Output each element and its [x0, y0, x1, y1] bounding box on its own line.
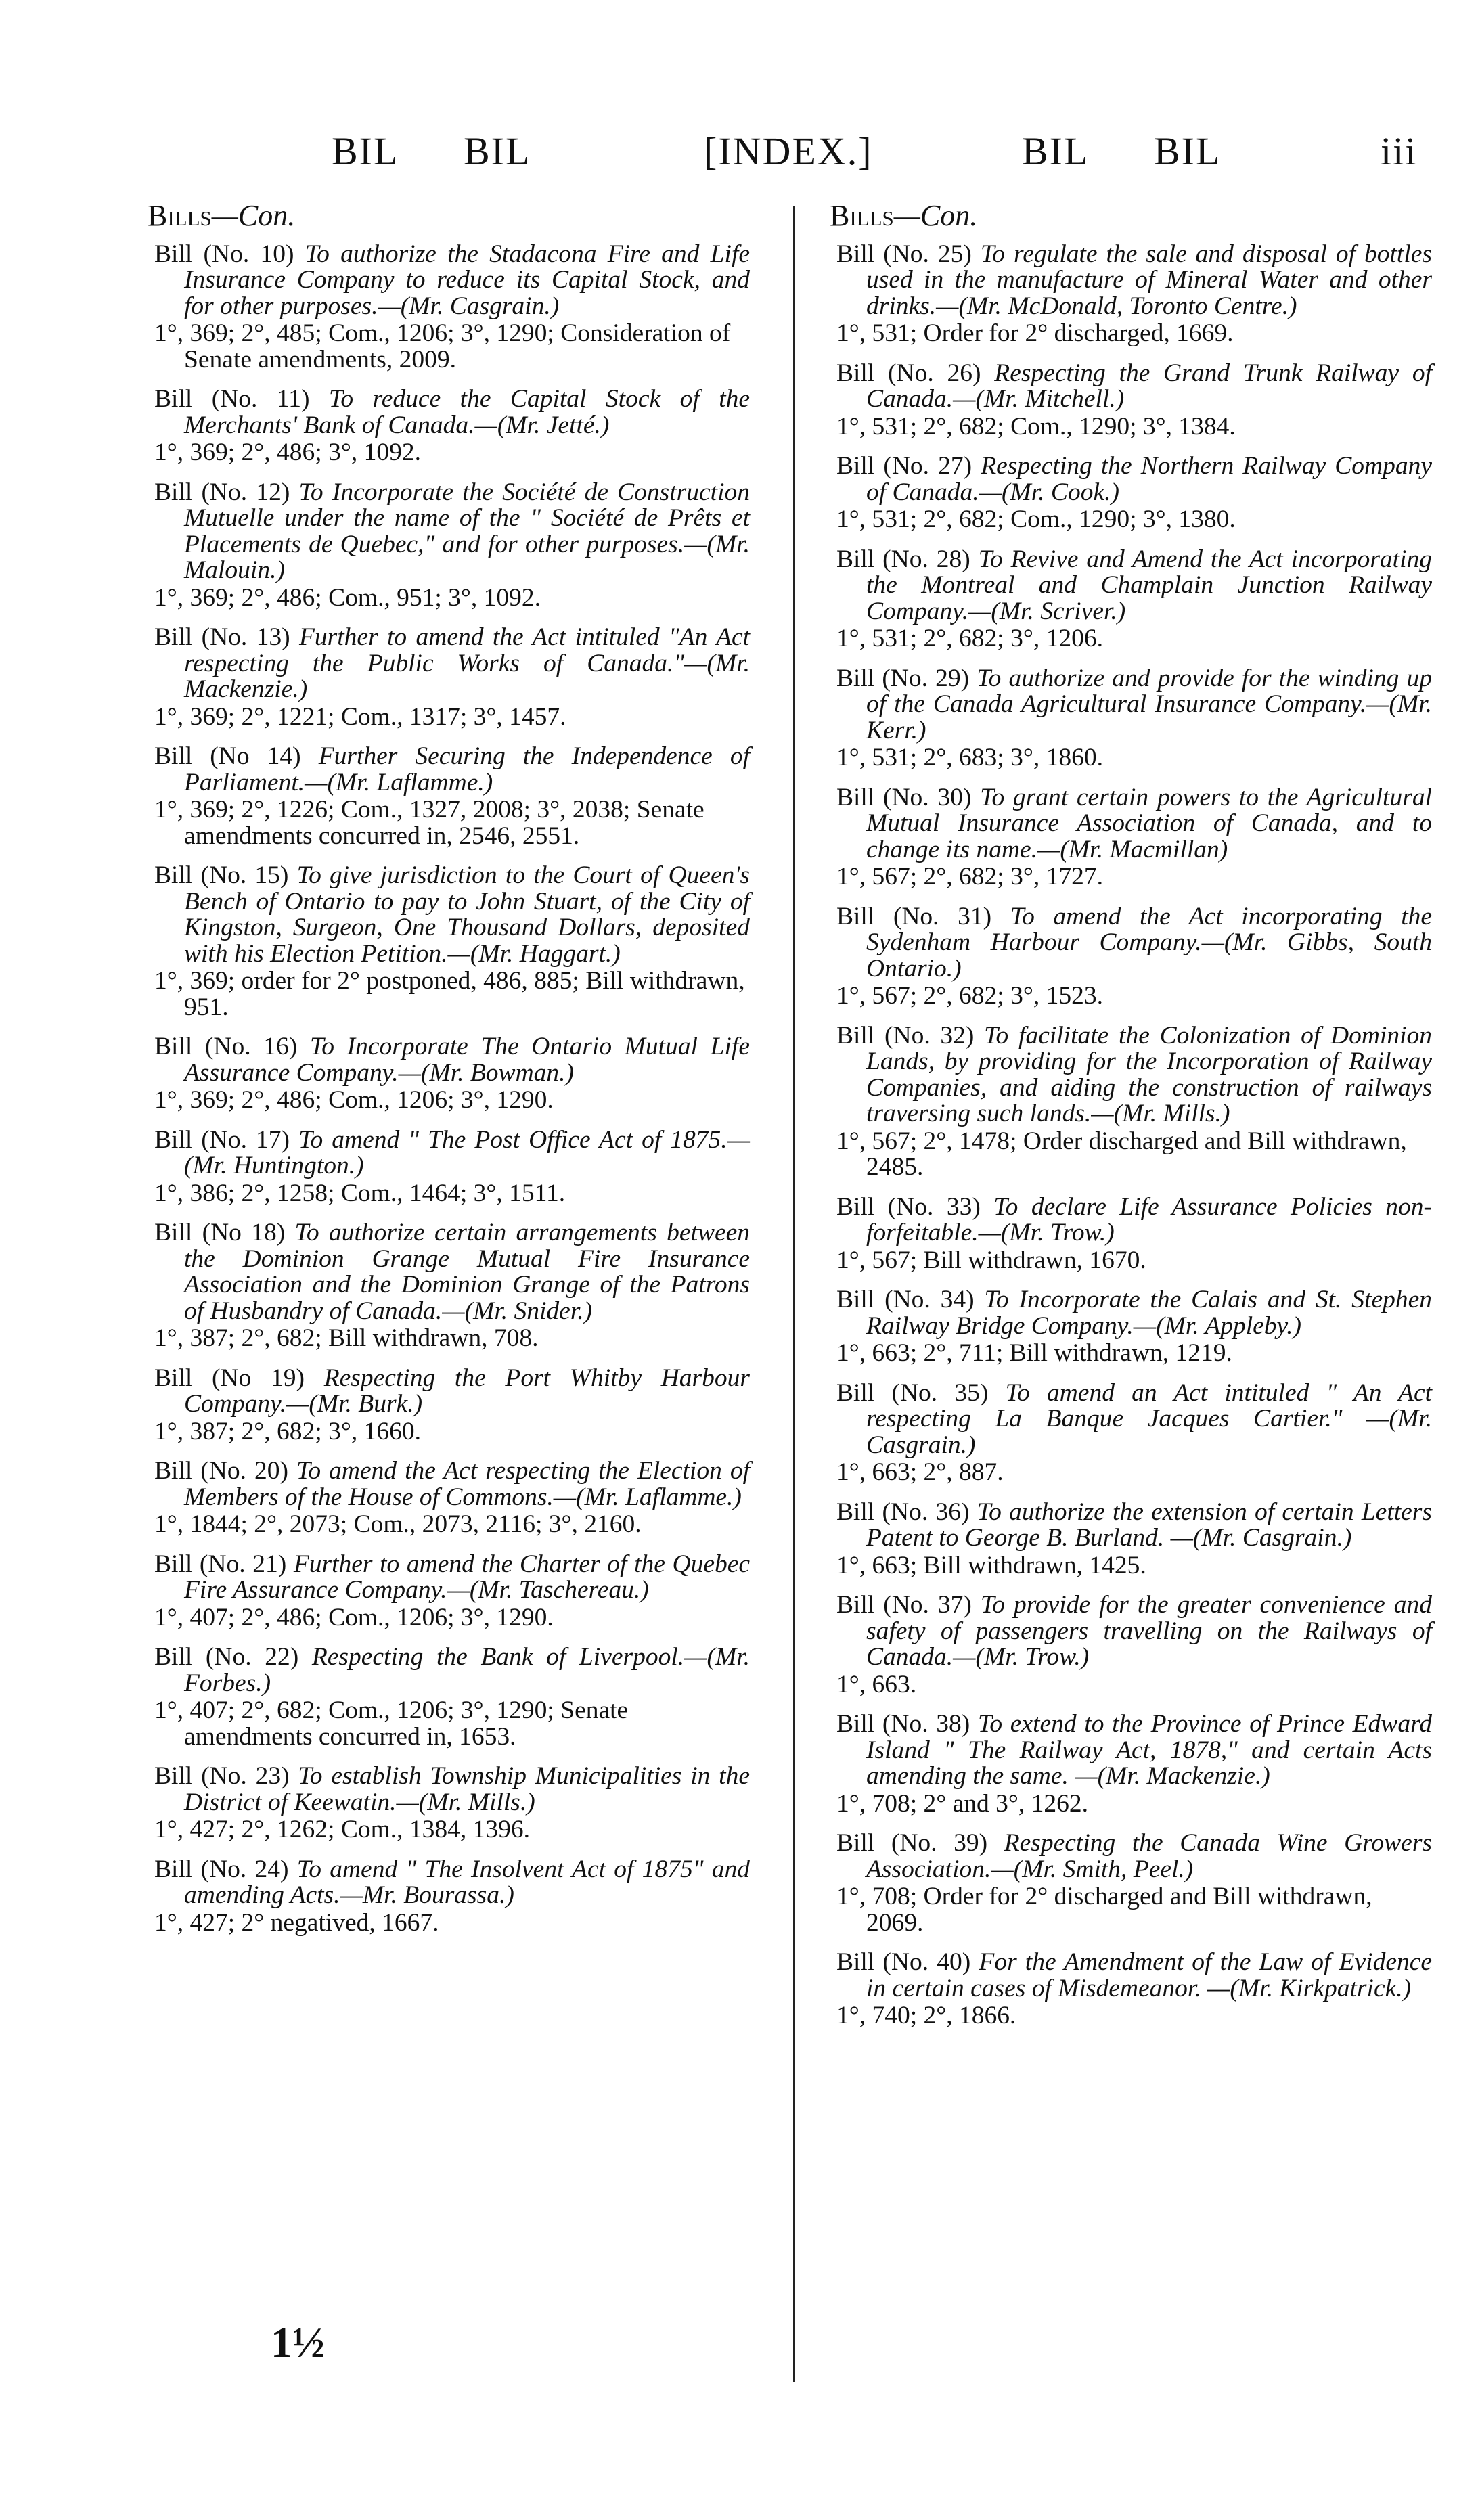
bill-heading	[836, 1380, 1432, 1459]
bill-title: For the Amendment of the Law of Evidence in certain cases of Misdemeanor. —(Mr. Kirkpatrick.)	[866, 1948, 1433, 2002]
bill-title: To authorize certain arrangements between the Dominion Grange Mutual Fire Insurance Association and the Dominion Grange of the Patrons of Husbandry of Canada.—(Mr. Snider.)	[184, 1219, 750, 1325]
column-heading	[148, 199, 750, 232]
bill-entry	[836, 1500, 1432, 1579]
bill-title: To regulate the sale and disposal of bottles used in the manufacture of Mineral Water and other drinks.—(Mr. McDonald, Toronto Centre.)	[866, 240, 1433, 320]
bill-heading	[154, 625, 750, 703]
bill-title: To give jurisdiction to the Court of Queen's Bench of Ontario to pay to John Stuart, of the City of Kingston, Surgeon, One Thousand Dollars, deposited with his Election Petition.—(Mr. Haggart.)	[184, 861, 750, 968]
bill-entry	[154, 1644, 750, 1750]
bill-title: To authorize and provide for the winding up of the Canada Agricultural Insurance Company.—(Mr. Kerr.)	[866, 664, 1433, 744]
bill-references: 1°, 386; 2°, 1258; Com., 1464; 3°, 1511.	[154, 1179, 566, 1207]
bill-entry	[836, 1023, 1432, 1181]
bill-references: 1°, 407; 2°, 682; Com., 1206; 3°, 1290; Senate amendments concurred in, 1653.	[154, 1696, 629, 1751]
bill-title: To amend the Act incorporating the Sydenham Harbour Company.—(Mr. Gibbs, South Ontario.)	[866, 902, 1433, 983]
bill-entry	[154, 625, 750, 730]
bill-entry	[836, 785, 1432, 891]
bill-references: 1°, 427; 2° negatived, 1667.	[154, 1908, 439, 1937]
bill-number: Bill (No. 15)	[154, 861, 289, 889]
bill-number: Bill (No. 11)	[154, 385, 310, 413]
bill-entry	[836, 1287, 1432, 1367]
bill-heading	[154, 1644, 750, 1696]
header-center: [INDEX.]	[704, 129, 873, 173]
bill-heading	[836, 1194, 1432, 1246]
bill-number: Bill (No. 13)	[154, 623, 290, 651]
bill-references: 1°, 663.	[836, 1670, 917, 1698]
bill-entry	[836, 1380, 1432, 1486]
bill-entry	[154, 1552, 750, 1632]
bill-title: Respecting the Grand Trunk Railway of Canada.—(Mr. Mitchell.)	[866, 359, 1432, 413]
bill-entry	[154, 1366, 750, 1445]
bill-references: 1°, 369; 2°, 1226; Com., 1327, 2008; 3°, 2038; Senate amendments concurred in, 2546, 2551.	[154, 796, 704, 850]
bill-title: To provide for the greater convenience and safety of passengers travelling on the Railways of Canada.—(Mr. Trow.)	[866, 1591, 1433, 1671]
bill-number: Bill (No 19)	[154, 1364, 305, 1392]
bill-heading	[836, 242, 1432, 320]
bill-entry	[154, 1220, 750, 1352]
bill-heading	[836, 547, 1432, 625]
bill-number: Bill (No. 12)	[154, 478, 290, 506]
bill-title: To amend " The Insolvent Act of 1875" and amending Acts.—Mr. Bourassa.)	[184, 1855, 751, 1909]
bill-heading	[836, 1287, 1432, 1339]
bill-entry	[836, 1592, 1432, 1698]
bill-heading	[836, 1592, 1432, 1671]
bill-entry	[154, 744, 750, 849]
bill-heading	[836, 904, 1432, 983]
bill-title: Further to amend the Act intituled "An Act respecting the Public Works of Canada."—(Mr. Mackenzie.)	[184, 623, 751, 703]
bill-heading	[154, 480, 750, 584]
bill-number: Bill (No. 20)	[154, 1457, 288, 1485]
bill-entry	[154, 1458, 750, 1538]
heading-suffix: —Con.	[893, 199, 978, 232]
bill-heading	[154, 744, 750, 796]
bill-title: To establish Township Municipalities in the District of Keewatin.—(Mr. Mills.)	[184, 1762, 750, 1816]
bill-references: 1°, 531; 2°, 683; 3°, 1860.	[836, 744, 1103, 771]
bill-heading	[836, 361, 1432, 413]
bill-entry	[154, 386, 750, 466]
bill-references: 1°, 567; 2°, 682; 3°, 1523.	[836, 982, 1103, 1010]
bill-title: To Incorporate The Ontario Mutual Life Assurance Company.—(Mr. Bowman.)	[184, 1033, 750, 1087]
signature-mark: 1½	[271, 2318, 325, 2366]
bill-entry	[836, 361, 1432, 441]
bill-references: 1°, 369; 2°, 486; Com., 1206; 3°, 1290.	[154, 1086, 554, 1114]
bill-entry	[836, 1194, 1432, 1274]
header-right-word-2: BIL	[1154, 129, 1222, 173]
bill-references: 1°, 369; order for 2° postponed, 486, 885; Bill withdrawn, 951.	[154, 967, 745, 1021]
bill-title: To facilitate the Colonization of Dominion Lands, by providing for the Incorporation of Railway Companies, and aiding the construction of railways traversing such lands.—(Mr. Mills.)	[866, 1021, 1432, 1127]
bill-heading	[836, 785, 1432, 863]
bill-entry	[836, 1950, 1432, 2029]
bill-title: Further Securing the Independence of Parliament.—(Mr. Laflamme.)	[184, 742, 751, 796]
bill-heading	[836, 1830, 1432, 1883]
column-heading	[830, 199, 1432, 232]
bill-heading	[836, 1950, 1432, 2002]
heading-main: Bills	[148, 199, 212, 232]
bill-title: To Incorporate the Société de Construction Mutuelle under the name of the " Société de Prêts et Placements de Quebec," and for other purposes.—(Mr. Malouin.)	[184, 478, 751, 584]
page-number: iii	[1381, 129, 1418, 173]
bill-entry	[836, 242, 1432, 347]
bill-entry	[154, 242, 750, 374]
bill-references: 1°, 407; 2°, 486; Com., 1206; 3°, 1290.	[154, 1603, 554, 1632]
bill-title: To authorize the extension of certain Letters Patent to George B. Burland. —(Mr. Casgrain.)	[866, 1498, 1432, 1552]
bill-references: 1°, 369; 2°, 1221; Com., 1317; 3°, 1457.	[154, 702, 566, 731]
bill-title: Respecting the Northern Railway Company of Canada.—(Mr. Cook.)	[866, 452, 1433, 506]
bill-number: Bill (No. 16)	[154, 1033, 298, 1060]
bill-number: Bill (No. 10)	[154, 240, 294, 268]
bill-heading	[836, 1023, 1432, 1127]
bill-references: 1°, 427; 2°, 1262; Com., 1384, 1396.	[154, 1816, 531, 1843]
entry-list	[836, 242, 1432, 2029]
bill-heading	[154, 1220, 750, 1324]
bill-number: Bill (No. 33)	[836, 1192, 981, 1221]
bill-references: 1°, 387; 2°, 682; 3°, 1660.	[154, 1417, 421, 1445]
bill-references: 1°, 531; 2°, 682; Com., 1290; 3°, 1380.	[836, 505, 1236, 533]
bill-heading	[154, 1552, 750, 1604]
bill-number: Bill (No. 22)	[154, 1643, 299, 1671]
bill-heading	[154, 1458, 750, 1510]
bill-entry	[154, 1034, 750, 1114]
bill-references: 1°, 740; 2°, 1866.	[836, 2002, 1016, 2029]
bill-title: To reduce the Capital Stock of the Merchants' Bank of Canada.—(Mr. Jetté.)	[184, 385, 751, 439]
bill-title: Respecting the Bank of Liverpool.—(Mr. Forbes.)	[184, 1643, 751, 1697]
bill-heading	[836, 453, 1432, 505]
bill-number: Bill (No. 31)	[836, 902, 992, 930]
bill-number: Bill (No. 38)	[836, 1710, 970, 1738]
header-right-word-1: BIL	[1022, 129, 1090, 173]
bill-heading	[836, 1711, 1432, 1790]
bill-title: To Revive and Amend the Act incorporating the Montreal and Champlain Junction Railway Company.—(Mr. Scriver.)	[866, 545, 1433, 625]
bill-title: To extend to the Province of Prince Edward Island " The Railway Act, 1878," and certain Acts amending the same. —(Mr. Mackenzie.)	[866, 1710, 1433, 1790]
bill-number: Bill (No. 32)	[836, 1021, 975, 1050]
header-left-word-1: BIL	[332, 129, 399, 173]
bill-title: To amend " The Post Office Act of 1875.—(Mr. Huntington.)	[184, 1125, 750, 1179]
bill-entry	[154, 1763, 750, 1843]
left-column	[148, 199, 751, 1950]
bill-title: To amend an Act intituled " An Act respecting La Banque Jacques Cartier." —(Mr. Casgrain.)	[866, 1378, 1433, 1459]
bill-entry	[836, 666, 1432, 771]
bill-heading	[154, 1857, 750, 1909]
bill-number: Bill (No. 17)	[154, 1125, 290, 1154]
header-left-word-2: BIL	[464, 129, 531, 173]
bill-number: Bill (No. 36)	[836, 1498, 970, 1526]
bill-references: 1°, 663; Bill withdrawn, 1425.	[836, 1551, 1146, 1579]
bill-number: Bill (No. 35)	[836, 1378, 989, 1407]
bill-number: Bill (No 14)	[154, 742, 301, 770]
bill-number: Bill (No 18)	[154, 1219, 286, 1246]
bill-references: 1°, 1844; 2°, 2073; Com., 2073, 2116; 3°, 2160.	[154, 1510, 642, 1538]
bill-references: 1°, 708; Order for 2° discharged and Bill withdrawn, 2069.	[836, 1883, 1372, 1937]
bill-references: 1°, 369; 2°, 485; Com., 1206; 3°, 1290; Consideration of Senate amendments, 2009.	[154, 319, 731, 374]
bill-number: Bill (No. 34)	[836, 1286, 975, 1313]
bill-number: Bill (No. 25)	[836, 240, 972, 268]
bill-entry	[154, 1857, 750, 1937]
bill-title: To amend the Act respecting the Election of Members of the House of Commons.—(Mr. Laflamme.)	[184, 1457, 751, 1511]
bill-references: 1°, 369; 2°, 486; Com., 951; 3°, 1092.	[154, 583, 541, 612]
bill-number: Bill (No. 28)	[836, 545, 970, 573]
bill-number: Bill (No. 26)	[836, 359, 981, 387]
bill-number: Bill (No. 40)	[836, 1948, 971, 1976]
bill-heading	[154, 1366, 750, 1418]
bill-number: Bill (No. 21)	[154, 1550, 287, 1578]
bill-title: To declare Life Assurance Policies non-forfeitable.—(Mr. Trow.)	[866, 1192, 1433, 1246]
running-header	[0, 129, 1478, 189]
bill-title: Respecting the Canada Wine Growers Association.—(Mr. Smith, Peel.)	[866, 1829, 1433, 1883]
bill-number: Bill (No. 37)	[836, 1591, 972, 1619]
bill-number: Bill (No. 39)	[836, 1829, 988, 1857]
bill-heading	[836, 1500, 1432, 1552]
bill-heading	[154, 386, 750, 438]
bill-number: Bill (No. 29)	[836, 664, 970, 692]
right-column	[830, 199, 1433, 2043]
bill-entry	[836, 547, 1432, 652]
column-divider	[793, 206, 795, 2382]
bill-number: Bill (No. 24)	[154, 1855, 289, 1883]
bill-title: Further to amend the Charter of the Quebec Fire Assurance Company.—(Mr. Taschereau.)	[184, 1550, 751, 1604]
bill-heading	[154, 1763, 750, 1816]
bill-references: 1°, 663; 2°, 887.	[836, 1458, 1004, 1486]
bill-number: Bill (No. 27)	[836, 452, 972, 480]
bill-entry	[836, 453, 1432, 533]
bill-references: 1°, 708; 2° and 3°, 1262.	[836, 1789, 1089, 1818]
entry-list	[154, 242, 750, 1937]
bill-references: 1°, 567; 2°, 1478; Order discharged and Bill withdrawn, 2485.	[836, 1127, 1407, 1181]
bill-title: Respecting the Port Whitby Harbour Company.—(Mr. Burk.)	[184, 1364, 750, 1418]
bill-heading	[154, 242, 750, 320]
bill-references: 1°, 567; Bill withdrawn, 1670.	[836, 1246, 1146, 1274]
bill-heading	[154, 1127, 750, 1179]
bill-entry	[836, 904, 1432, 1010]
bill-entry	[154, 1127, 750, 1207]
bill-heading	[154, 1034, 750, 1086]
bill-references: 1°, 567; 2°, 682; 3°, 1727.	[836, 863, 1103, 891]
bill-references: 1°, 531; 2°, 682; 3°, 1206.	[836, 625, 1103, 652]
bill-heading	[836, 666, 1432, 744]
bill-references: 1°, 387; 2°, 682; Bill withdrawn, 708.	[154, 1324, 539, 1352]
bill-title: To authorize the Stadacona Fire and Life Insurance Company to reduce its Capital Stock, and for other purposes.—(Mr. Casgrain.)	[184, 240, 751, 320]
bill-references: 1°, 663; 2°, 711; Bill withdrawn, 1219.	[836, 1339, 1232, 1367]
bill-number: Bill (No. 23)	[154, 1762, 290, 1790]
bill-entry	[154, 480, 750, 612]
bill-number: Bill (No. 30)	[836, 783, 972, 811]
heading-main: Bills	[830, 199, 894, 232]
heading-suffix: —Con.	[211, 199, 296, 232]
bill-entry	[836, 1711, 1432, 1817]
bill-entry	[154, 863, 750, 1020]
bill-heading	[154, 863, 750, 967]
bill-entry	[836, 1830, 1432, 1936]
bill-references: 1°, 531; Order for 2° discharged, 1669.	[836, 319, 1234, 347]
bill-references: 1°, 531; 2°, 682; Com., 1290; 3°, 1384.	[836, 412, 1236, 441]
bill-title: To Incorporate the Calais and St. Stephen Railway Bridge Company.—(Mr. Appleby.)	[866, 1286, 1433, 1340]
bill-references: 1°, 369; 2°, 486; 3°, 1092.	[154, 438, 421, 466]
bill-title: To grant certain powers to the Agricultural Mutual Insurance Association of Canada, and to change its name.—(Mr. Macmillan)	[866, 783, 1432, 863]
